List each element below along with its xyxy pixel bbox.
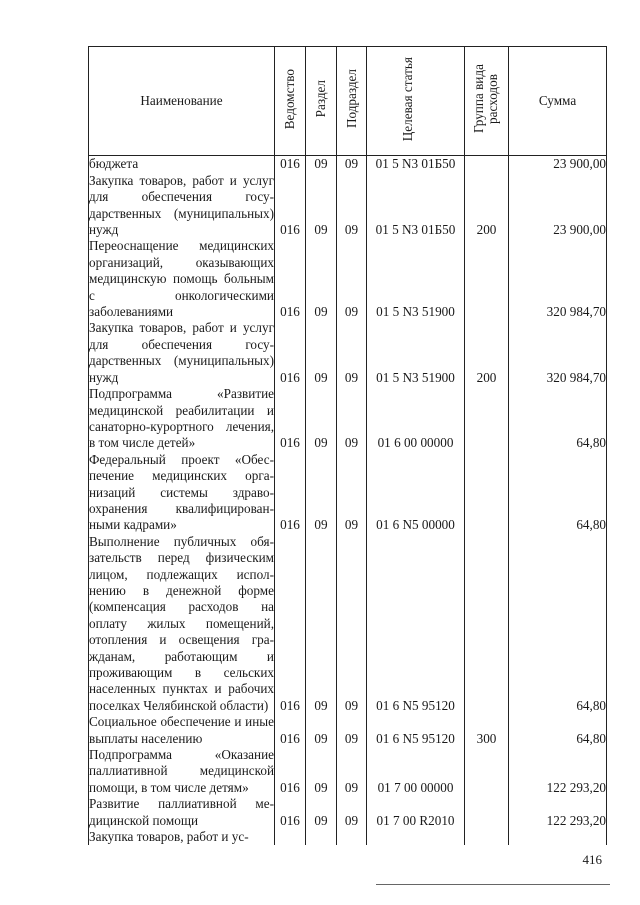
row-razdel: 09 <box>306 747 337 796</box>
header-celevaya-statya: Целевая статья <box>399 56 415 142</box>
table-row <box>89 796 607 829</box>
table-row <box>89 714 607 747</box>
header-podrazdel: Подраздел <box>343 69 359 129</box>
row-name: Закупка товаров, работ и услуг для обеспечения государственных (муниципальных) нужд <box>89 320 274 385</box>
row-gruppa <box>465 238 509 320</box>
row-podrazdel: 09 <box>337 320 367 386</box>
header-vedomstvo: Ведомство <box>282 68 297 130</box>
row-razdel: 09 <box>306 238 337 320</box>
row-celevaya-statya: 01 6 00 00000 <box>367 386 465 452</box>
row-summa: 122 293,20 <box>509 747 607 796</box>
row-podrazdel: 09 <box>337 714 367 747</box>
table-row <box>89 829 607 845</box>
table-row <box>89 238 607 320</box>
row-name: бюджета <box>89 156 275 173</box>
row-podrazdel: 09 <box>337 452 367 534</box>
row-razdel: 09 <box>306 156 337 173</box>
row-name: Закупка товаров, работ и ус- <box>89 829 275 845</box>
row-summa: 64,80 <box>509 714 607 747</box>
row-vedomstvo: 016 <box>275 714 306 747</box>
row-celevaya-statya: 01 6 N5 95120 <box>367 534 465 714</box>
table-row <box>89 534 607 714</box>
row-celevaya-statya <box>367 829 465 845</box>
row-celevaya-statya: 01 5 N3 01Б50 <box>367 156 465 173</box>
row-gruppa <box>465 534 509 714</box>
row-podrazdel: 09 <box>337 796 367 829</box>
row-gruppa <box>465 452 509 534</box>
row-name: Подпрограмма «Оказание паллиативной медицинской помощи, в том числе детям» <box>89 747 274 795</box>
row-name: Выполнение публичных обязательств перед физическим лицом, подлежащих исполнению в денежной форме (компенсация расходов на оплату жилых помещений, отопления и освещения гражданам, работающим и проживающим в сельских населенных пунктах и рабочих поселках Челябинской области) <box>89 533 274 713</box>
row-summa: 64,80 <box>509 452 607 534</box>
row-podrazdel: 09 <box>337 747 367 796</box>
row-vedomstvo: 016 <box>275 386 306 452</box>
table-row <box>89 452 607 534</box>
row-razdel: 09 <box>306 173 337 239</box>
row-summa: 64,80 <box>509 534 607 714</box>
row-razdel: 09 <box>306 452 337 534</box>
row-gruppa <box>465 156 509 173</box>
row-celevaya-statya: 01 6 N5 95120 <box>367 714 465 747</box>
row-razdel: 09 <box>306 796 337 829</box>
row-celevaya-statya: 01 7 00 00000 <box>367 747 465 796</box>
row-name: Развитие паллиативной медицинской помощи <box>89 796 274 828</box>
row-podrazdel: 09 <box>337 156 367 173</box>
row-name: Закупка товаров, работ и услуг для обеспечения государственных (муниципальных) нужд <box>89 172 274 238</box>
row-name: Социальное обеспечение и иные выплаты населению <box>89 714 274 746</box>
table-row <box>89 156 607 173</box>
row-gruppa <box>465 796 509 829</box>
row-vedomstvo: 016 <box>275 452 306 534</box>
row-vedomstvo: 016 <box>275 534 306 714</box>
row-gruppa: 300 <box>465 714 509 747</box>
budget-table <box>88 46 607 845</box>
row-celevaya-statya: 01 6 N5 00000 <box>367 452 465 534</box>
row-summa: 23 900,00 <box>509 173 607 239</box>
row-razdel: 09 <box>306 320 337 386</box>
row-summa <box>509 829 607 845</box>
row-celevaya-statya: 01 7 00 R2010 <box>367 796 465 829</box>
row-summa: 320 984,70 <box>509 238 607 320</box>
header-name: Наименование <box>89 47 275 156</box>
header-razdel: Раздел <box>313 80 328 118</box>
row-summa: 64,80 <box>509 386 607 452</box>
header-gruppa-vida-raskhodov: Группа вида расходов <box>470 64 500 134</box>
row-gruppa <box>465 747 509 796</box>
row-name: Федеральный проект «Обеспечение медицинских организаций системы здравоохранения квалифицированными кадрами» <box>89 451 274 533</box>
table-row <box>89 173 607 239</box>
table-header <box>89 47 607 156</box>
row-podrazdel <box>337 829 367 845</box>
row-celevaya-statya: 01 5 N3 51900 <box>367 320 465 386</box>
row-celevaya-statya: 01 5 N3 51900 <box>367 238 465 320</box>
row-vedomstvo: 016 <box>275 796 306 829</box>
table-row <box>89 320 607 386</box>
table-row <box>89 747 607 796</box>
row-podrazdel: 09 <box>337 534 367 714</box>
row-razdel: 09 <box>306 714 337 747</box>
table-row <box>89 386 607 452</box>
row-podrazdel: 09 <box>337 238 367 320</box>
row-name: Подпрограмма «Развитие медицинской реабилитации и санаторно-курортного лечения, в том числе детей» <box>89 386 274 451</box>
header-summa: Сумма <box>509 47 607 156</box>
row-razdel <box>306 829 337 845</box>
row-gruppa <box>465 386 509 452</box>
row-summa: 320 984,70 <box>509 320 607 386</box>
row-vedomstvo: 016 <box>275 747 306 796</box>
row-gruppa: 200 <box>465 173 509 239</box>
row-vedomstvo: 016 <box>275 173 306 239</box>
row-vedomstvo <box>275 829 306 845</box>
row-celevaya-statya: 01 5 N3 01Б50 <box>367 173 465 239</box>
page-number: 416 <box>582 852 602 867</box>
row-vedomstvo: 016 <box>275 156 306 173</box>
table-body <box>89 156 607 846</box>
row-gruppa: 200 <box>465 320 509 386</box>
row-name: Переоснащение медицинских организаций, оказывающих медицинскую помощь больным с онкологическими заболеваниями <box>89 238 274 320</box>
row-vedomstvo: 016 <box>275 238 306 320</box>
footer-rule <box>376 884 610 885</box>
row-razdel: 09 <box>306 386 337 452</box>
row-podrazdel: 09 <box>337 173 367 239</box>
row-razdel: 09 <box>306 534 337 714</box>
row-podrazdel: 09 <box>337 386 367 452</box>
row-summa: 122 293,20 <box>509 796 607 829</box>
row-vedomstvo: 016 <box>275 320 306 386</box>
row-gruppa <box>465 829 509 845</box>
row-summa: 23 900,00 <box>509 156 607 173</box>
